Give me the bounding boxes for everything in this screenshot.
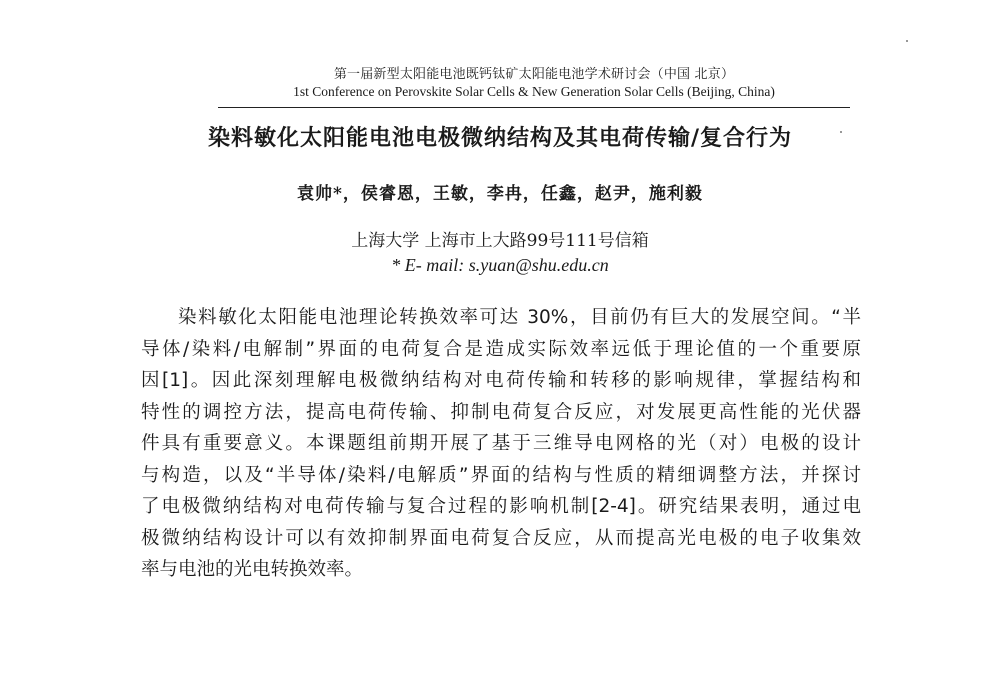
abstract-line: 因[1]。因此深刻理解电极微纳结构对电荷传输和转移的影响规律，掌握结构和 [141, 370, 861, 391]
abstract-line: 导体/染料/电解制”界面的电荷复合是造成实际效率远低于理论值的一个重要原 [141, 338, 861, 360]
abstract-line: 特性的调控方法，提高电荷传输、抑制电荷复合反应，对发展更高性能的光伏器 [141, 401, 861, 423]
abstract-line: 件具有重要意义。本课题组前期开展了基于三维导电网格的光（对）电极的设计 [141, 433, 861, 454]
affiliation-block [0, 229, 1000, 277]
abstract-line: 极微纳结构设计可以有效抑制界面电荷复合反应，从而提高光电极的电子收集效 [141, 527, 861, 549]
abstract-body [141, 302, 861, 586]
abstract-line: 了电极微纳结构对电荷传输与复合过程的影响机制[2-4]。研究结果表明，通过电 [141, 496, 861, 517]
abstract-line: 染料敏化太阳能电池理论转换效率可达 30%，目前仍有巨大的发展空间。“半 [178, 307, 861, 328]
author-list: 袁帅*，侯睿恩，王敏，李冉，任鑫，赵尹，施利毅 [297, 184, 703, 204]
scan-speck [906, 40, 908, 42]
paper-title: 染料敏化太阳能电池电极微纳结构及其电荷传输/复合行为 [207, 126, 793, 151]
abstract-line: 与构造，以及“半导体/染料/电解质”界面的结构与性质的精细调整方法，并探讨 [141, 464, 861, 486]
header-divider [218, 107, 850, 108]
conference-header [218, 66, 850, 100]
conference-name-en: 1st Conference on Perovskite Solar Cells & New Generation Solar Cells (Beijing, China) [293, 84, 775, 99]
scan-speck [840, 131, 842, 133]
affiliation-address: 上海大学 上海市上大路99号111号信箱 [351, 231, 649, 251]
conference-name-cn: 第一届新型太阳能电池既钙钛矿太阳能电池学术研讨会（中国 北京） [333, 67, 735, 82]
corresponding-email: * E- mail: s.yuan@shu.edu.cn [391, 255, 609, 275]
abstract-line: 率与电池的光电转换效率。 [141, 559, 364, 580]
